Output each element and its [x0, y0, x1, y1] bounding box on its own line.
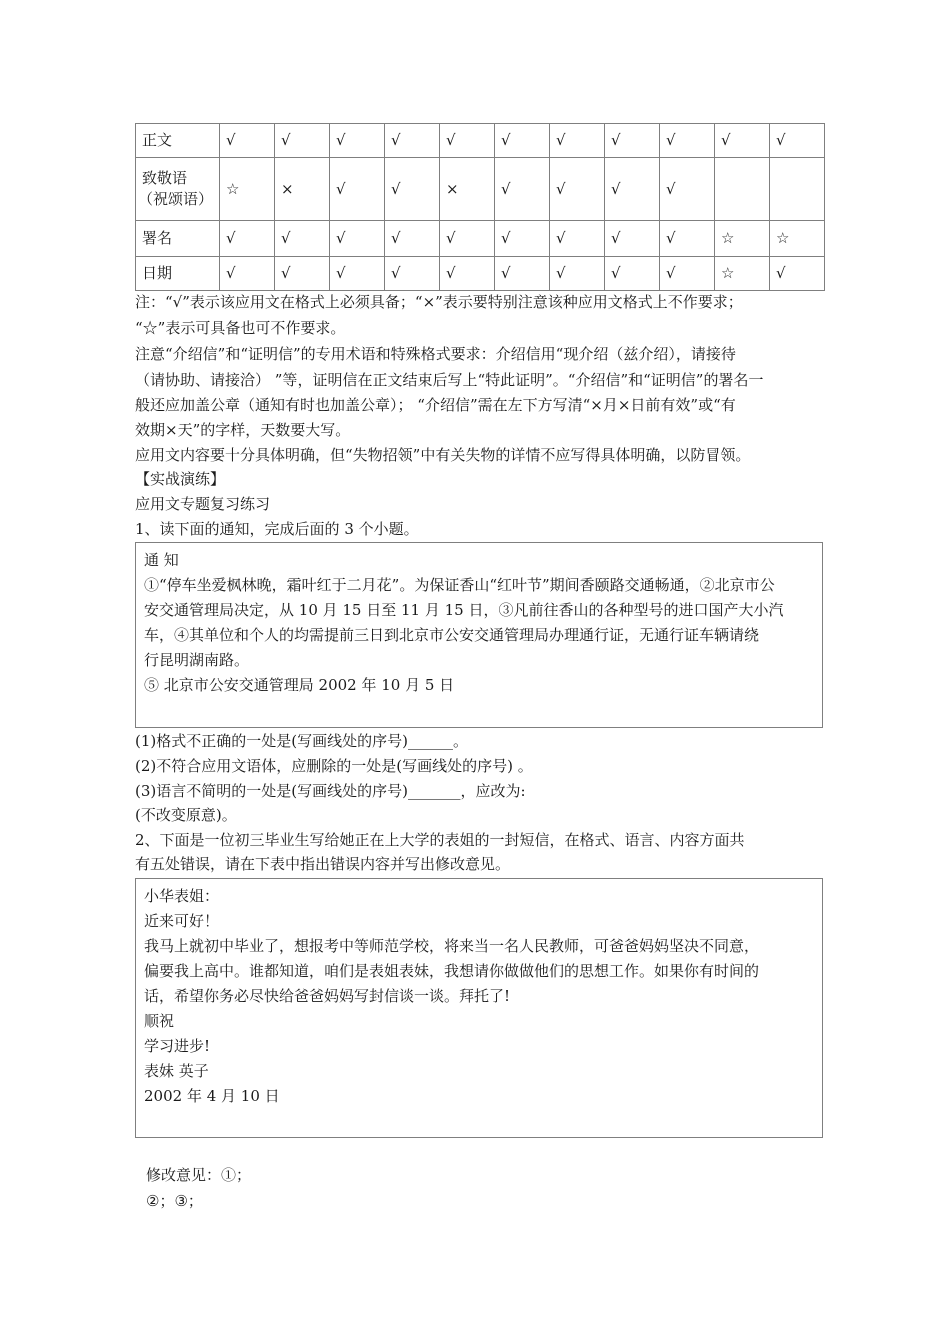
revision-line: ②；③；: [146, 1192, 203, 1210]
question-1-2: (2)不符合应用文语体，应删除的一处是(写画线处的序号) 。: [135, 757, 533, 775]
note-line: 效期×天”的字样，天数要大写。: [135, 421, 351, 439]
notice-box: [135, 542, 823, 728]
section-heading: 【实战演练】: [135, 470, 226, 488]
note-line: 般还应加盖公章（通知有时也加盖公章）； “介绍信”需在左下方写清“×月×日前有效”或“有: [135, 396, 736, 414]
letter-date: 2002 年 4 月 10 日: [144, 1087, 280, 1105]
table-cell: √: [275, 221, 330, 257]
table-cell: √: [715, 124, 770, 158]
table-cell: √: [660, 158, 715, 221]
row-label: 署名: [136, 221, 220, 257]
exercise-subtitle: 应用文专题复习练习: [135, 495, 271, 513]
row-label: 正文: [136, 124, 220, 158]
question-1-3: (3)语言不简明的一处是(写画线处的序号)_______，应改为:: [135, 782, 526, 800]
letter-line: 偏要我上高中。谁都知道，咱们是表姐表妹，我想请你做做他们的思想工作。如果你有时间的: [144, 962, 760, 980]
table-cell: √: [385, 124, 440, 158]
table-cell: √: [385, 257, 440, 291]
letter-line: 话，希望你务必尽快给爸爸妈妈写封信谈一谈。拜托了!: [144, 987, 511, 1005]
notice-line: ⑤ 北京市公安交通管理局 2002 年 10 月 5 日: [144, 676, 455, 694]
letter-line: 学习进步!: [144, 1037, 211, 1055]
table-cell: √: [330, 221, 385, 257]
table-cell: ×: [440, 158, 495, 221]
table-cell: [770, 158, 825, 221]
table-cell: √: [495, 158, 550, 221]
table-cell: √: [275, 124, 330, 158]
table-cell: √: [550, 158, 605, 221]
revision-line: 修改意见：①；: [146, 1166, 252, 1184]
table-cell: ×: [275, 158, 330, 221]
table-cell: ☆: [770, 221, 825, 257]
question-1-1: (1)格式不正确的一处是(写画线处的序号)______。: [135, 732, 468, 750]
table-cell: √: [440, 221, 495, 257]
table-cell: √: [660, 221, 715, 257]
table-cell: √: [550, 257, 605, 291]
letter-line: 近来可好！: [144, 912, 220, 930]
table-cell: √: [605, 158, 660, 221]
question-1-intro: 1、读下面的通知，完成后面的 3 个小题。: [135, 520, 419, 538]
notice-line: ①“停车坐爱枫林晚，霜叶红于二月花”。为保证香山“红叶节”期间香颐路交通畅通，②北京市公: [144, 576, 775, 594]
notice-line: 车，④其单位和个人的均需提前三日到北京市公安交通管理局办理通行证，无通行证车辆请绕: [144, 626, 760, 644]
row-label-line2: （祝颂语）: [138, 190, 214, 208]
note-line: 应用文内容要十分具体明确，但“失物招领”中有关失物的详情不应写得具体明确，以防冒领。: [135, 446, 751, 464]
row-label: [136, 158, 220, 221]
table-cell: ☆: [715, 257, 770, 291]
table-row-body: [136, 124, 825, 158]
table-cell: √: [275, 257, 330, 291]
table-cell: √: [330, 124, 385, 158]
table-cell: √: [770, 257, 825, 291]
table-row-signature: [136, 221, 825, 257]
letter-line: 顺祝: [144, 1012, 175, 1030]
table-cell: √: [495, 257, 550, 291]
table-cell: √: [605, 257, 660, 291]
row-label-line1: 致敬语: [142, 169, 188, 187]
table-row-salutation: [136, 158, 825, 221]
table-cell: √: [660, 124, 715, 158]
notice-line: 安交通管理局决定，从 10 月 15 日至 11 月 15 日，③凡前往香山的各种型号的进口国产大小汽: [144, 601, 784, 619]
table-cell: √: [550, 124, 605, 158]
table-cell: √: [330, 158, 385, 221]
table-cell: √: [330, 257, 385, 291]
table-cell: √: [770, 124, 825, 158]
note-line: （请协助、请接洽） ”等，证明信在正文结束后写上“特此证明”。“介绍信”和“证明信”的署名一: [135, 371, 764, 389]
table-cell: √: [605, 124, 660, 158]
table-cell: √: [220, 124, 275, 158]
question-2-line: 2、下面是一位初三毕业生写给她正在上大学的表姐的一封短信，在格式、语言、内容方面共: [135, 831, 745, 849]
letter-greeting: 小华表姐：: [144, 887, 220, 905]
note-line: 注：“√”表示该应用文在格式上必须具备；“×”表示要特别注意该种应用文格式上不作要求；: [135, 293, 743, 311]
table-cell: √: [220, 257, 275, 291]
question-2-line: 有五处错误，请在下表中指出错误内容并写出修改意见。: [135, 855, 511, 873]
notice-line: 行昆明湖南路。: [144, 651, 250, 669]
table-cell: √: [660, 257, 715, 291]
table-row-date: [136, 257, 825, 291]
table-cell: ☆: [715, 221, 770, 257]
table-cell: ☆: [220, 158, 275, 221]
letter-box: [135, 878, 823, 1138]
table-cell: √: [605, 221, 660, 257]
note-line: “☆”表示可具备也可不作要求。: [135, 319, 346, 337]
table-cell: √: [440, 124, 495, 158]
row-label: 日期: [136, 257, 220, 291]
table-cell: √: [550, 221, 605, 257]
notice-title: 通 知: [144, 551, 179, 569]
format-requirements-table: [135, 123, 825, 291]
letter-signature: 表妹 英子: [144, 1062, 209, 1080]
table-cell: √: [385, 221, 440, 257]
table-cell: √: [385, 158, 440, 221]
note-line: 注意“介绍信”和“证明信”的专用术语和特殊格式要求：介绍信用“现介绍（兹介绍），请接待: [135, 345, 736, 363]
letter-line: 我马上就初中毕业了，想报考中等师范学校，将来当一名人民教师，可爸爸妈妈坚决不同意，: [144, 937, 760, 955]
table-cell: √: [495, 221, 550, 257]
table-cell: [715, 158, 770, 221]
table-cell: √: [495, 124, 550, 158]
table-cell: √: [440, 257, 495, 291]
table-cell: √: [220, 221, 275, 257]
question-1-3-note: (不改变原意)。: [135, 806, 237, 824]
